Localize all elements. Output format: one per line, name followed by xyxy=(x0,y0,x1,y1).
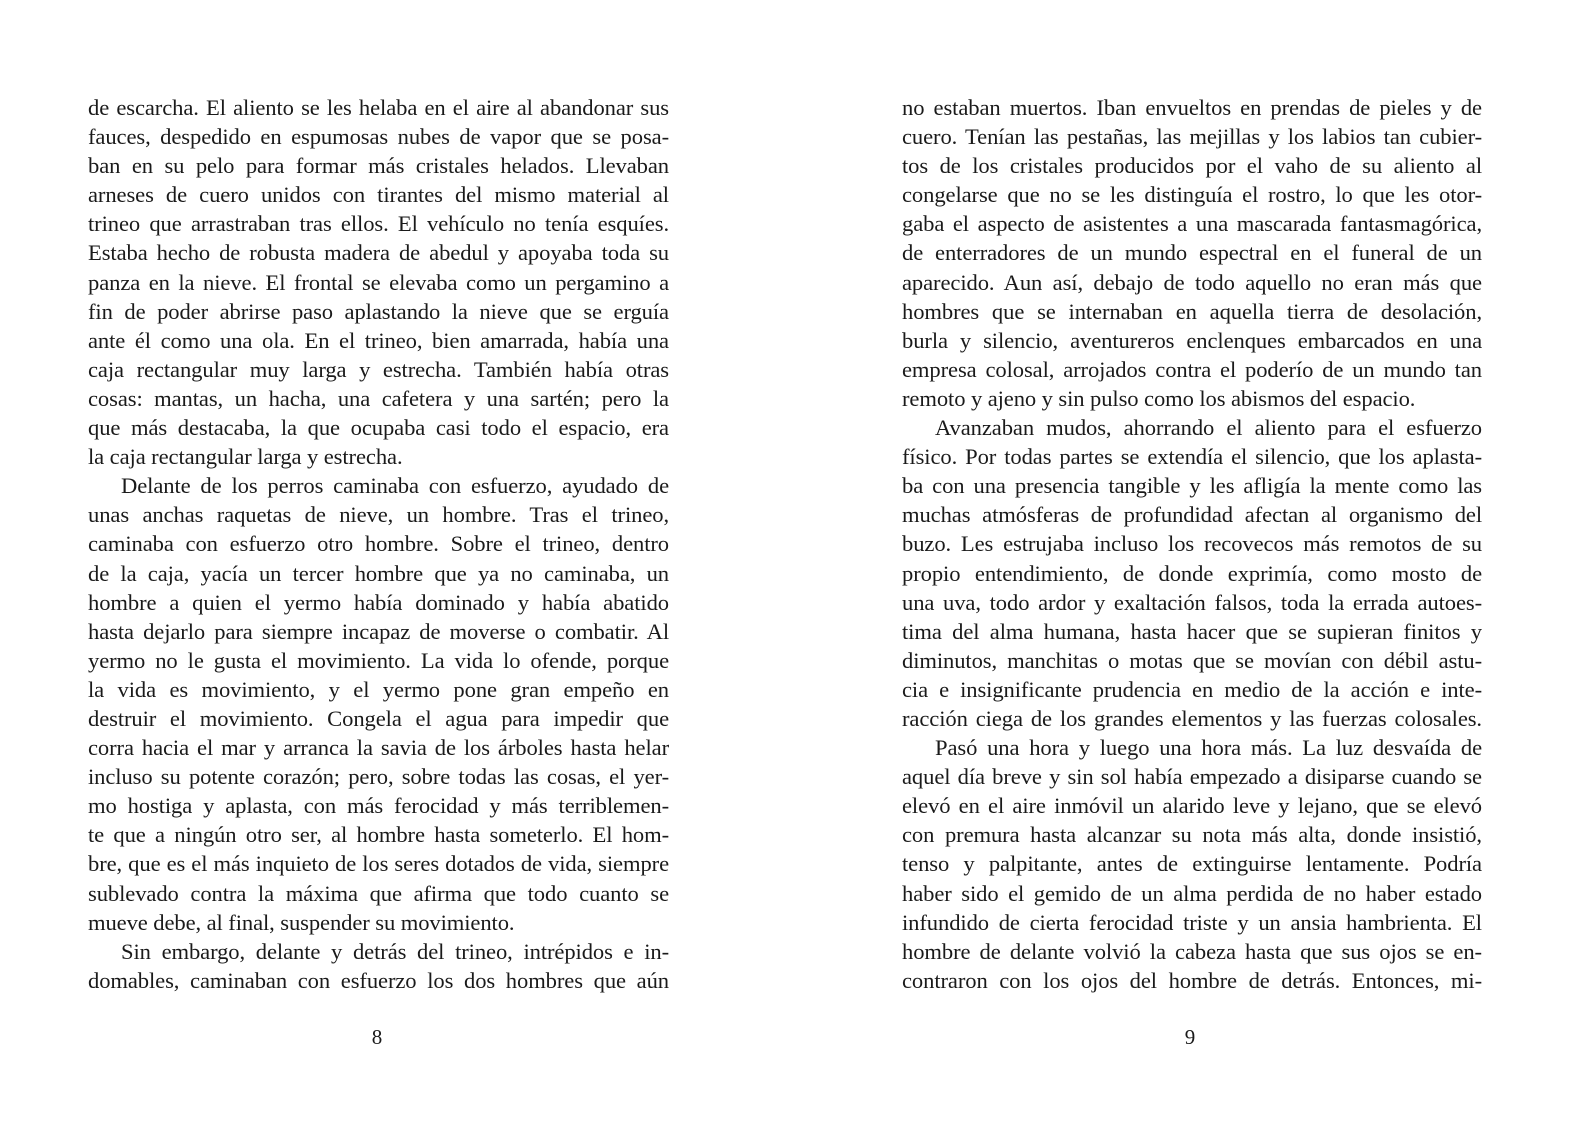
text-line: muchas atmósferas de profundidad afectan al organismo del xyxy=(902,502,1482,528)
text-line: yermo no le gusta el movimiento. La vida lo ofende, porque xyxy=(88,647,669,673)
text-line: hombre de delante volvió la cabeza hasta que sus ojos se en- xyxy=(902,938,1482,964)
text-line: una uva, todo ardor y exaltación falsos, toda la errada autoes- xyxy=(902,589,1482,615)
text-line: de enterradores de un mundo espectral en el funeral de un xyxy=(902,240,1482,266)
left-page-text-block xyxy=(88,93,669,995)
text-line: mueve debe, al final, suspender su movimiento. xyxy=(88,909,515,935)
page-number-right: 9 xyxy=(1184,1025,1196,1049)
text-line: haber sido el gemido de un alma perdida de no haber estado xyxy=(902,880,1482,906)
text-line: con premura hasta alcanzar su nota más alta, donde insistió, xyxy=(902,822,1482,848)
text-line: aquel día breve y sin sol había empezado a disiparse cuando se xyxy=(902,764,1482,790)
text-line: cia e insignificante prudencia en medio de la acción e inte- xyxy=(902,676,1482,702)
text-line: infundido de cierta ferocidad triste y un ansia hambrienta. El xyxy=(902,909,1482,935)
text-line: congelarse que no se les distinguía el rostro, lo que les otor- xyxy=(902,182,1482,208)
right-page-text-block xyxy=(902,93,1482,995)
text-line: elevó en el aire inmóvil un alarido leve y lejano, que se elevó xyxy=(902,793,1482,819)
text-line: arneses de cuero unidos con tirantes del mismo material al xyxy=(88,182,669,208)
text-line: mo hostiga y aplasta, con más ferocidad y más terriblemen- xyxy=(88,793,669,819)
text-line: de escarcha. El aliento se les helaba en el aire al abandonar sus xyxy=(88,95,669,120)
text-line: tos de los cristales producidos por el vaho de su aliento al xyxy=(902,153,1482,179)
text-line: la vida es movimiento, y el yermo pone gran empeño en xyxy=(88,676,669,702)
text-line: ante él como una ola. En el trineo, bien amarrada, había una xyxy=(88,327,669,353)
text-line: tenso y palpitante, antes de extinguirse lentamente. Podría xyxy=(902,851,1482,877)
text-line: unas anchas raquetas de nieve, un hombre. Tras el trineo, xyxy=(88,502,669,528)
text-line: Sin embargo, delante y detrás del trineo, intrépidos e in- xyxy=(121,938,669,964)
text-line: corra hacia el mar y arranca la savia de los árboles hasta helar xyxy=(88,735,669,761)
text-line: domables, caminaban con esfuerzo los dos hombres que aún xyxy=(88,967,669,993)
text-line: cosas: mantas, un hacha, una cafetera y una sartén; pero la xyxy=(88,385,669,411)
text-line: trineo que arrastraban tras ellos. El vehículo no tenía esquíes. xyxy=(88,211,669,237)
text-line: buzo. Les estrujaba incluso los recovecos más remotos de su xyxy=(902,531,1482,557)
text-line: la caja rectangular larga y estrecha. xyxy=(88,444,403,470)
text-line: Avanzaban mudos, ahorrando el aliento para el esfuerzo xyxy=(935,415,1482,441)
text-line: caja rectangular muy larga y estrecha. También había otras xyxy=(88,356,669,382)
text-line: hasta dejarlo para siempre incapaz de moverse o combatir. Al xyxy=(88,618,669,644)
text-line: te que a ningún otro ser, al hombre hasta someterlo. El hom- xyxy=(88,822,669,848)
text-line: Pasó una hora y luego una hora más. La luz desvaída de xyxy=(935,735,1482,761)
text-line: gaba el aspecto de asistentes a una mascarada fantasmagórica, xyxy=(902,211,1482,237)
text-line: propio entendimiento, de donde exprimía, como mosto de xyxy=(902,560,1482,586)
text-line: burla y silencio, aventureros enclenques embarcados en una xyxy=(902,327,1482,353)
text-line: aparecido. Aun así, debajo de todo aquello no eran más que xyxy=(902,269,1482,295)
text-line: racción ciega de los grandes elementos y las fuerzas colosales. xyxy=(902,705,1482,731)
text-line: fauces, despedido en espumosas nubes de vapor que se posa- xyxy=(88,124,669,150)
text-line: remoto y ajeno y sin pulso como los abismos del espacio. xyxy=(902,385,1416,411)
text-line: hombres que se internaban en aquella tierra de desolación, xyxy=(902,298,1482,324)
text-line: Estaba hecho de robusta madera de abedul y apoyaba toda su xyxy=(88,240,669,266)
text-line: diminutos, manchitas o motas que se movían con débil astu- xyxy=(902,647,1482,673)
text-line: hombre a quien el yermo había dominado y había abatido xyxy=(88,589,669,615)
text-line: ban en su pelo para formar más cristales helados. Llevaban xyxy=(88,153,669,179)
text-line: que más destacaba, la que ocupaba casi todo el espacio, era xyxy=(88,415,669,441)
text-line: físico. Por todas partes se extendía el silencio, que los aplasta- xyxy=(902,444,1482,470)
text-line: de la caja, yacía un tercer hombre que ya no caminaba, un xyxy=(88,560,669,586)
text-line: Delante de los perros caminaba con esfuerzo, ayudado de xyxy=(121,473,669,499)
text-line: fin de poder abrirse paso aplastando la nieve que se erguía xyxy=(88,298,669,324)
page-number-left: 8 xyxy=(371,1025,383,1049)
text-line: empresa colosal, arrojados contra el poderío de un mundo tan xyxy=(902,356,1482,382)
text-line: tima del alma humana, hasta hacer que se supieran finitos y xyxy=(902,618,1482,644)
text-line: destruir el movimiento. Congela el agua para impedir que xyxy=(88,705,669,731)
text-line: cuero. Tenían las pestañas, las mejillas y los labios tan cubier- xyxy=(902,124,1482,150)
text-line: incluso su potente corazón; pero, sobre todas las cosas, el yer- xyxy=(88,764,669,790)
text-line: ba con una presencia tangible y les afligía la mente como las xyxy=(902,473,1482,499)
text-line: contraron con los ojos del hombre de detrás. Entonces, mi- xyxy=(902,967,1482,993)
text-line: sublevado contra la máxima que afirma que todo cuanto se xyxy=(88,880,669,906)
text-line: caminaba con esfuerzo otro hombre. Sobre el trineo, dentro xyxy=(88,531,669,557)
text-line: bre, que es el más inquieto de los seres dotados de vida, siempre xyxy=(88,851,669,877)
text-line: panza en la nieve. El frontal se elevaba como un pergamino a xyxy=(88,269,669,295)
text-line: no estaban muertos. Iban envueltos en prendas de pieles y de xyxy=(902,95,1482,120)
